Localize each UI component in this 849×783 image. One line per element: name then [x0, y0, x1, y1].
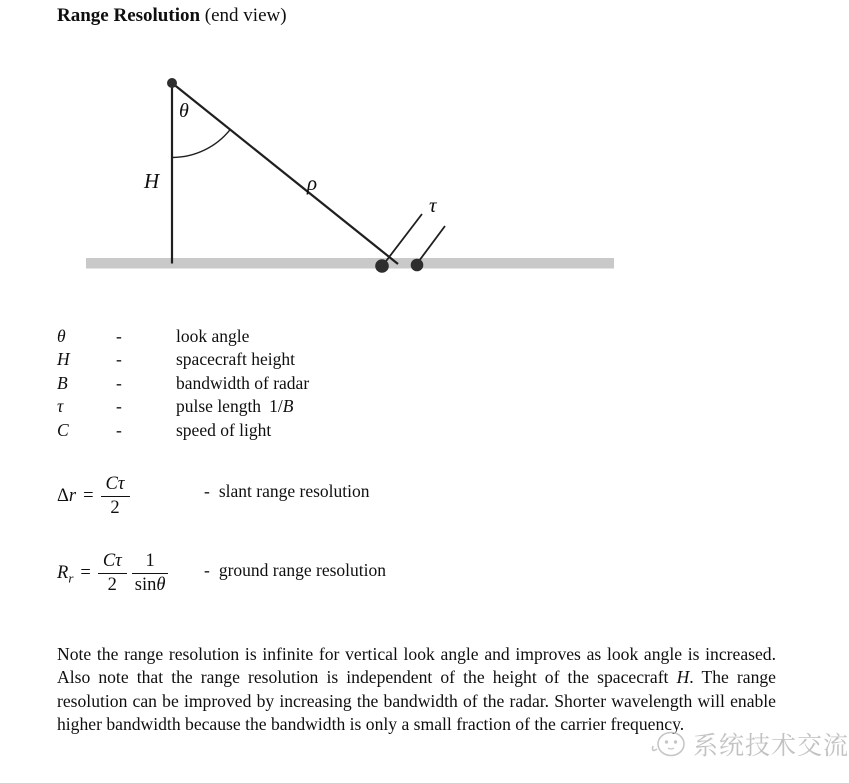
label-text: slant range resolution: [218, 481, 370, 501]
fraction-numerator: 1: [145, 551, 155, 571]
definition-desc: bandwidth of radar: [176, 372, 310, 393]
tau-label: τ: [429, 193, 437, 217]
definition-symbol: H: [57, 349, 70, 370]
ground-target-dot-1: [375, 259, 389, 273]
definition-row-theta: [57, 325, 309, 348]
delta-symbol: Δ: [57, 485, 69, 506]
definition-row-pulse-length: [57, 395, 309, 418]
definition-dash: -: [116, 326, 122, 346]
definition-dash: -: [116, 349, 122, 370]
symbol-definitions-list: [57, 325, 309, 442]
ground-formula-lhs: [57, 563, 73, 584]
watermark-panda-icon: [649, 729, 689, 761]
paragraph-part1: Note the range resolution is infinite for vertical look angle and improves as look angle is increased. Also note that the range resolution is independent of the height of the spacecraft: [57, 644, 776, 688]
watermark-text: 系统技术交流: [693, 730, 849, 760]
definition-row-height: [57, 348, 309, 371]
definition-desc: spacecraft height: [176, 349, 296, 370]
definition-note: [269, 395, 293, 418]
numerator-ctau: Cτ: [105, 474, 125, 494]
R-variable: R: [57, 562, 69, 583]
slant-range-line: [172, 83, 398, 264]
slant-range-formula: [57, 474, 130, 518]
definition-symbol: τ: [57, 396, 64, 417]
r-variable: r: [68, 485, 77, 506]
fraction-1-over-sin-theta: [132, 551, 169, 595]
theta-variable: θ: [156, 574, 166, 595]
look-angle-arc: [172, 130, 230, 158]
definition-symbol: B: [57, 372, 68, 393]
range-geometry-diagram: [0, 0, 849, 310]
height-label: H: [144, 169, 160, 193]
definition-row-speed-of-light: [57, 419, 309, 442]
page-title-suffix: (end view): [200, 5, 287, 26]
definition-note-prefix: 1/: [269, 396, 283, 417]
subscript-r-glyph: r: [68, 570, 74, 586]
label-dash: -: [204, 560, 210, 580]
spacecraft-dot: [167, 78, 177, 88]
fraction-numerator: [98, 551, 127, 573]
definition-note-symbol: B: [282, 396, 294, 417]
ground-range-formula: [57, 551, 168, 595]
ground-target-dot-2: [411, 259, 424, 272]
slant-formula-lhs: [57, 486, 76, 507]
rho-label: ρ: [307, 171, 318, 195]
fraction-ctau-over-2: [98, 551, 127, 595]
theta-label: θ: [179, 100, 189, 122]
paragraph-part2: . The range resolution can be improved by increasing the bandwidth of the radar. Shorter wavelength will enable higher bandwidth because the bandwidth is only a small fraction of the carrier frequency.: [57, 667, 776, 735]
watermark: [649, 729, 849, 761]
fraction-denominator: 2: [98, 573, 127, 596]
definition-row-bandwidth: [57, 372, 309, 395]
label-text: ground range resolution: [218, 560, 387, 580]
numerator-ctau: Cτ: [102, 551, 122, 571]
fraction-denominator: 2: [101, 496, 130, 519]
subscript-r: [68, 570, 73, 585]
ground-surface-bar: [86, 258, 614, 269]
definition-desc: pulse length: [176, 396, 262, 417]
sin-function: sin: [134, 574, 157, 595]
definition-desc: speed of light: [176, 419, 272, 440]
label-dash: -: [204, 481, 210, 501]
definition-dash: -: [116, 396, 122, 417]
definition-symbol: θ: [57, 326, 66, 346]
definition-dash: -: [116, 419, 122, 440]
equals-sign: =: [80, 562, 91, 583]
equals-sign: =: [83, 485, 94, 506]
definition-desc: look angle: [176, 326, 250, 346]
fraction-denominator: [132, 573, 169, 596]
definition-symbol: C: [57, 419, 69, 440]
paragraph-H-symbol: H: [676, 667, 690, 688]
fraction-numerator: [101, 474, 130, 496]
definition-dash: -: [116, 372, 122, 393]
fraction-ctau-over-2: [101, 474, 130, 518]
body-paragraph: [57, 643, 776, 737]
ground-range-formula-label: [204, 560, 386, 581]
slant-range-formula-label: [204, 481, 369, 502]
page-title-bold: Range Resolution: [57, 5, 201, 26]
